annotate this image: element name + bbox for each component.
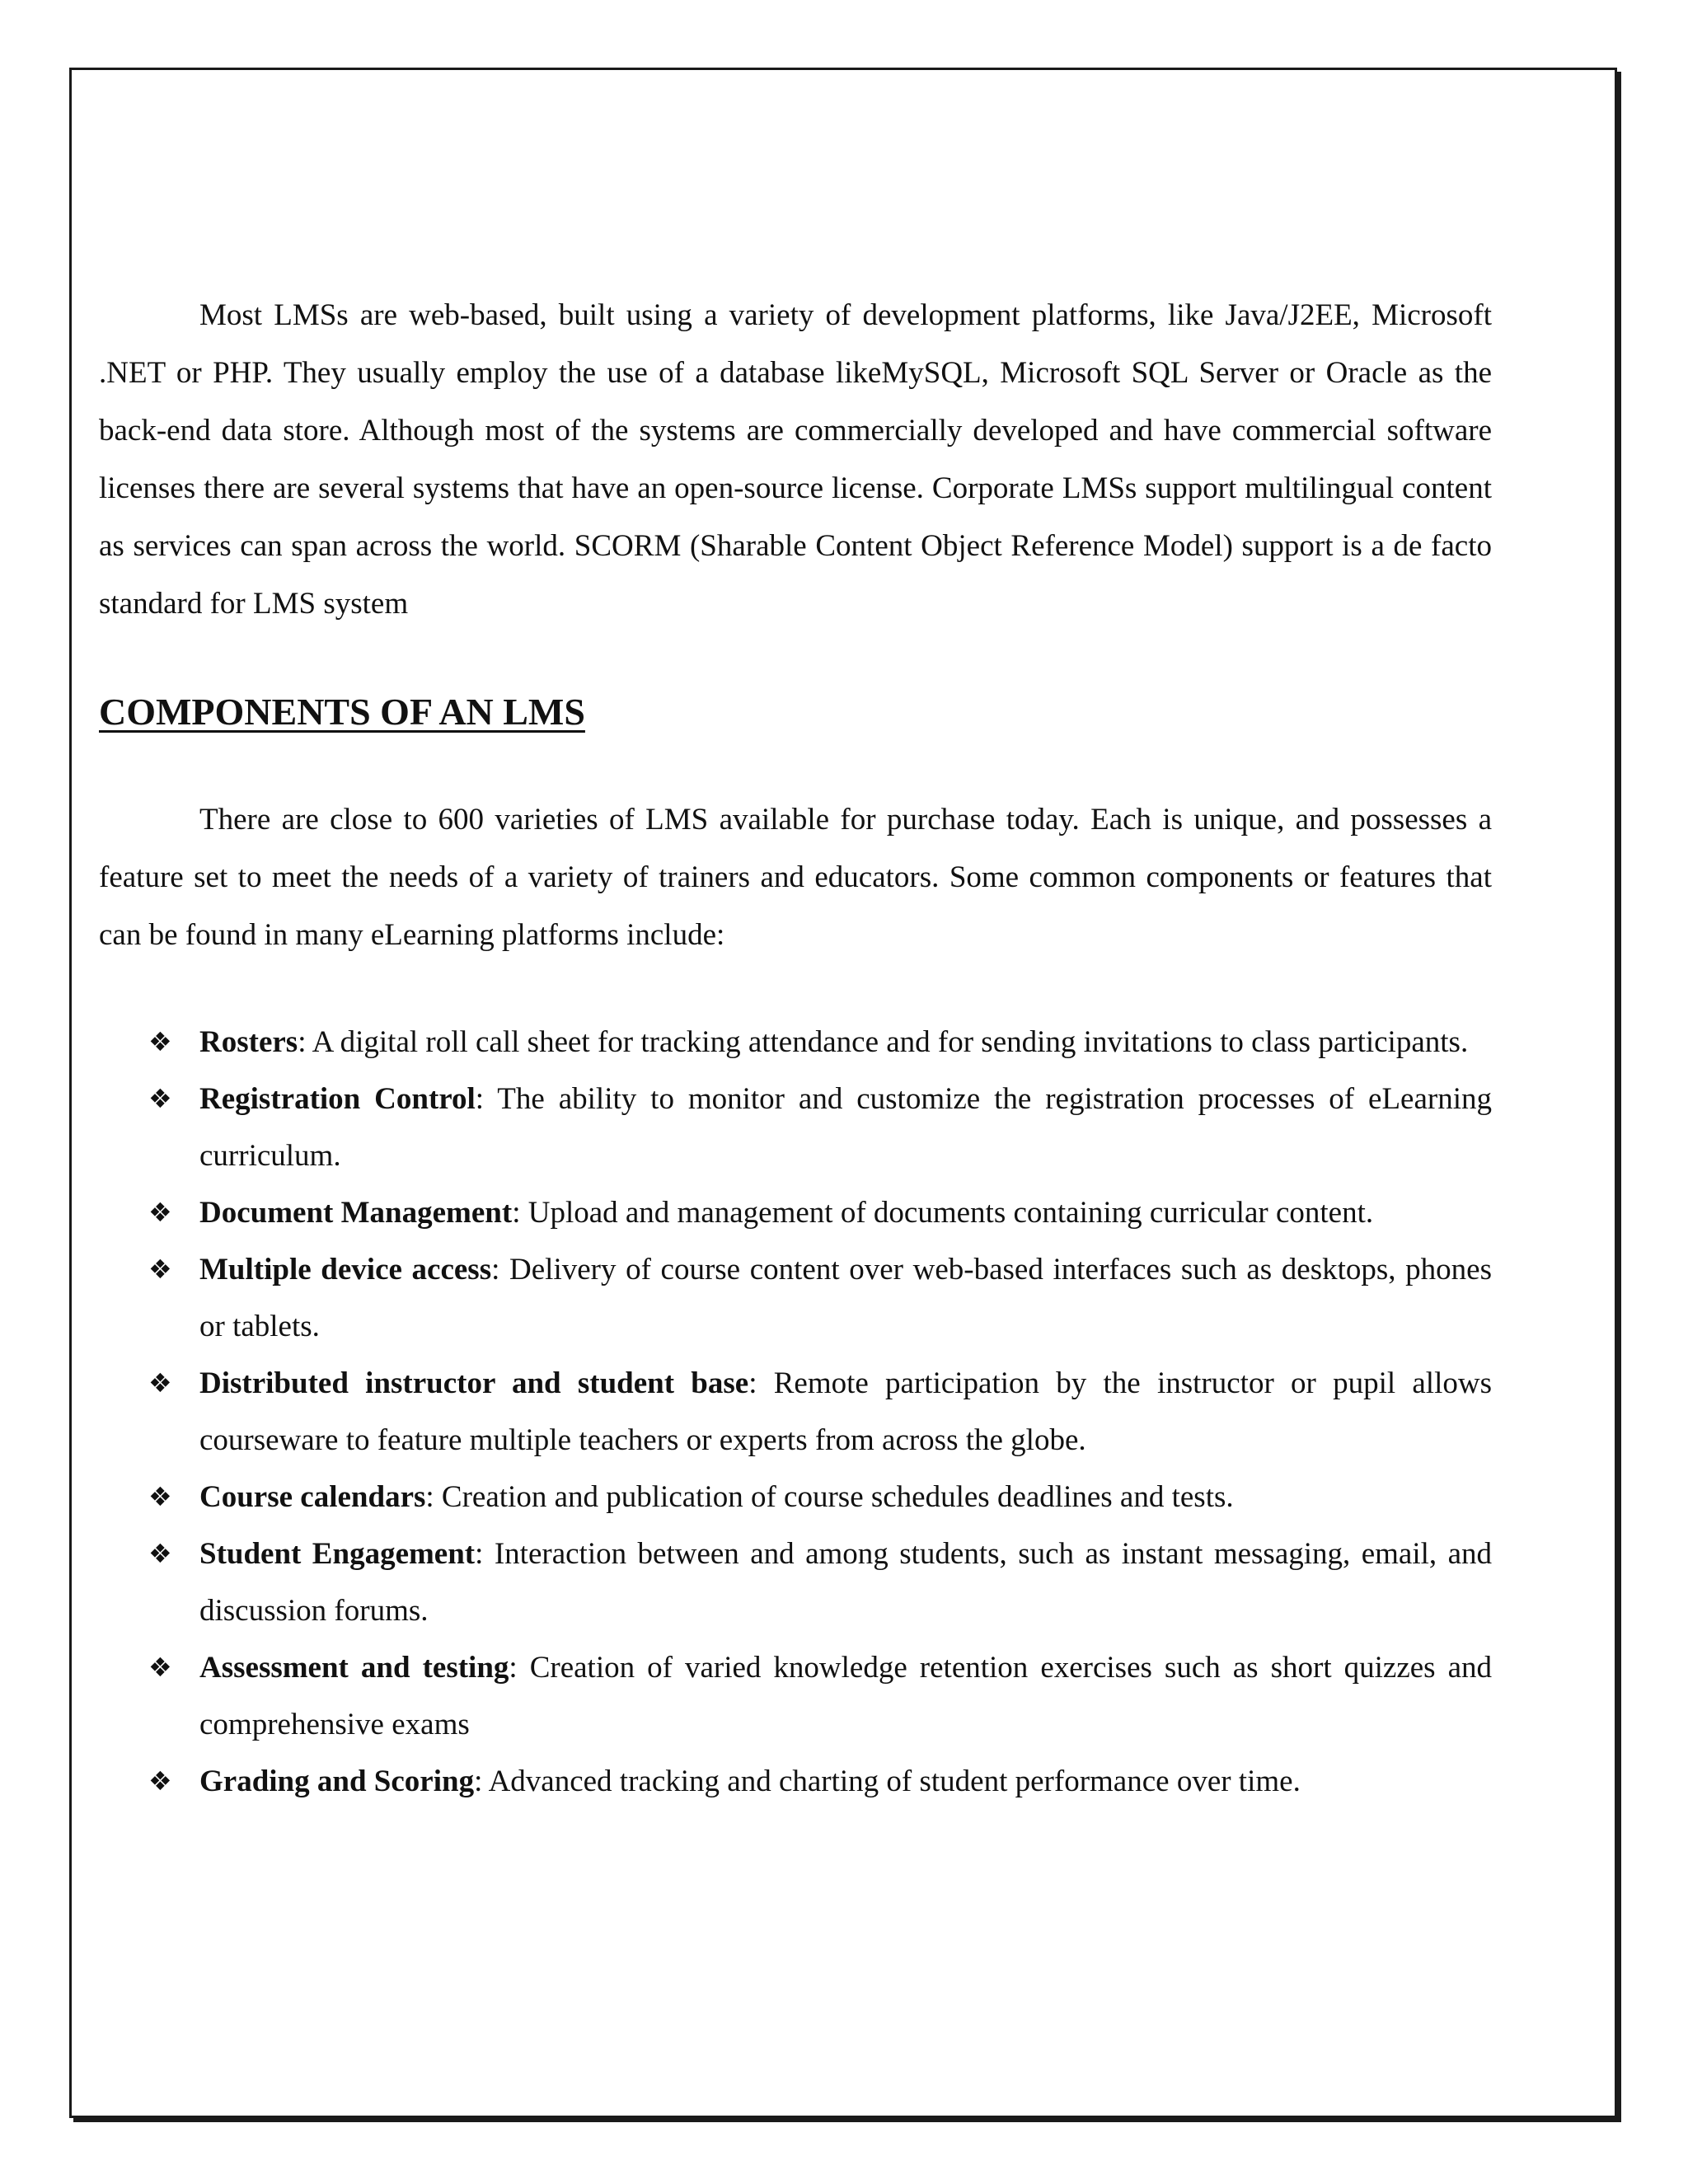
list-item [99, 1639, 1492, 1753]
feature-description: : Remote participation by the instructor or pupil allows courseware to feature multiple teachers or experts from across the globe. [199, 1366, 1492, 1457]
section-paragraph: There are close to 600 varieties of LMS available for purchase today. Each is unique, and possesses a feature set to meet the needs of a variety of trainers and educators. Some common components or features that can be found in many eLearning platforms include: [99, 803, 1492, 952]
diamond-bullet-icon: ❖ [148, 1083, 172, 1114]
feature-description: : A digital roll call sheet for tracking attendance and for sending invitations to class participants. [298, 1025, 1469, 1059]
feature-term: Assessment and testing [199, 1651, 509, 1685]
feature-term: Rosters [199, 1025, 298, 1059]
diamond-bullet-icon: ❖ [148, 1538, 172, 1569]
section-heading: COMPONENTS OF AN LMS [99, 691, 585, 733]
diamond-bullet-icon: ❖ [148, 1367, 172, 1399]
feature-term: Course calendars [199, 1480, 426, 1514]
diamond-bullet-icon: ❖ [148, 1765, 172, 1797]
list-item [99, 1014, 1492, 1071]
list-item [99, 1355, 1492, 1469]
list-item [99, 1753, 1492, 1810]
list-item [99, 1241, 1492, 1355]
diamond-bullet-icon: ❖ [148, 1254, 172, 1285]
intro-paragraph: Most LMSs are web-based, built using a variety of development platforms, like Java/J2EE, Microsoft .NET or PHP. They usually employ the use of a database likeMySQL, Microsoft SQL Server or Oracle as the back-end data store. Although most of the systems are commercially developed and have commercial software licenses there are several systems that have an open-source license. Corporate LMSs support multilingual content as services can span across the world. SCORM (Sharable Content Object Reference Model) support is a de facto standard for LMS system [99, 298, 1492, 621]
page-content [99, 287, 1492, 1810]
feature-description: : Creation of varied knowledge retention exercises such as short quizzes and comprehensive exams [199, 1651, 1493, 1741]
feature-term: Document Management [199, 1196, 513, 1230]
feature-term: Distributed instructor and student base [199, 1366, 749, 1400]
feature-term: Student Engagement [199, 1537, 476, 1571]
feature-description: : Interaction between and among students, such as instant messaging, email, and discussion forums. [199, 1537, 1493, 1628]
diamond-bullet-icon: ❖ [148, 1026, 172, 1057]
feature-description: : Advanced tracking and charting of student performance over time. [474, 1765, 1301, 1798]
diamond-bullet-icon: ❖ [148, 1652, 172, 1683]
diamond-bullet-icon: ❖ [148, 1197, 172, 1228]
feature-description: : The ability to monitor and customize the registration processes of eLearning curriculum. [199, 1082, 1492, 1173]
list-item [99, 1071, 1492, 1184]
feature-description: : Delivery of course content over web-based interfaces such as desktops, phones or tablets. [199, 1253, 1492, 1343]
feature-description: : Upload and management of documents containing curricular content. [512, 1196, 1374, 1230]
feature-term: Grading and Scoring [199, 1765, 475, 1798]
list-item [99, 1526, 1492, 1639]
feature-description: : Creation and publication of course schedules deadlines and tests. [425, 1480, 1234, 1514]
feature-term: Registration Control [199, 1082, 476, 1116]
list-item [99, 1469, 1492, 1526]
diamond-bullet-icon: ❖ [148, 1481, 172, 1512]
list-item [99, 1184, 1492, 1241]
feature-list [99, 1014, 1492, 1810]
feature-term: Multiple device access [199, 1253, 492, 1286]
